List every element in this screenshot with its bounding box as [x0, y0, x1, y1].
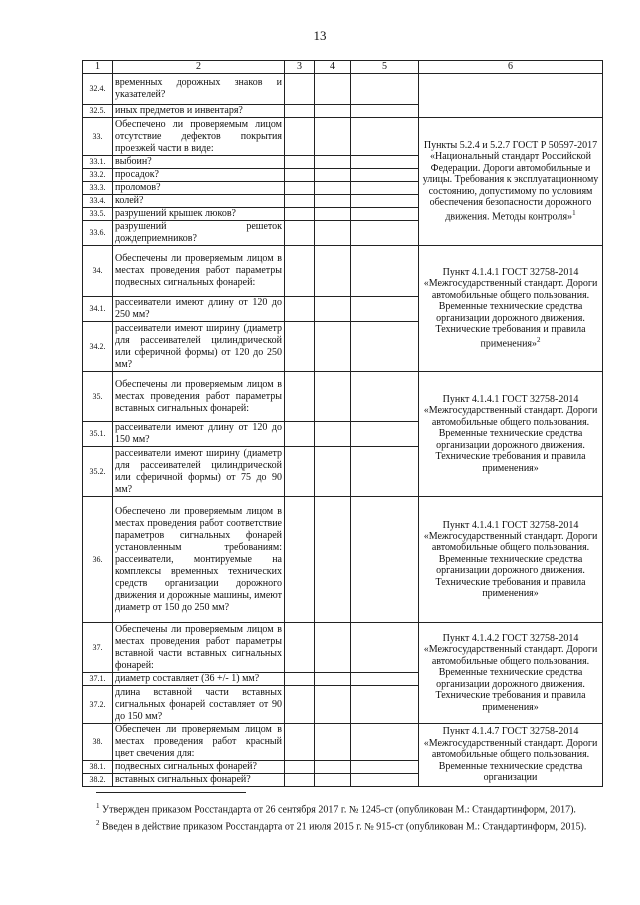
cell-4	[315, 195, 351, 208]
row-question: просадок?	[113, 169, 285, 182]
cell-5	[351, 297, 419, 322]
row-number: 33.4.	[83, 195, 113, 208]
cell-4	[315, 623, 351, 673]
cell-3	[285, 195, 315, 208]
cell-4	[315, 372, 351, 422]
cell-3	[285, 182, 315, 195]
row-number: 38.1.	[83, 761, 113, 774]
cell-4	[315, 156, 351, 169]
footnote-divider	[96, 792, 246, 793]
cell-5	[351, 761, 419, 774]
row-question: Обеспечены ли проверяемым лицом в местах проведения работ параметры подвесных сигнальных фонарей:	[113, 246, 285, 297]
cell-5	[351, 105, 419, 118]
cell-4	[315, 422, 351, 447]
cell-4	[315, 497, 351, 623]
row-question: Обеспечено ли проверяемым лицом в местах проведения работ соответствие параметров сигнальных фонарей установленным требованиям: рассеиватели, монтируемые на комплексы временных технических средств организации дорожного движения и дорожные машины, имеют диаметр от 150 до 250 мм?	[113, 497, 285, 623]
cell-3	[285, 761, 315, 774]
row-number: 38.	[83, 724, 113, 761]
footnote-1: $^1$ Утвержден приказом Росстандарта от 26 сентября 2017 г. № 1245-ст (опубликован М.: Стандартинформ, 2017).	[96, 802, 576, 816]
cell-4	[315, 105, 351, 118]
cell-5	[351, 422, 419, 447]
col-header-2: 2	[113, 61, 285, 74]
row-question: рассеиватели имеют длину от 120 до 150 мм?	[113, 422, 285, 447]
row-number: 32.5.	[83, 105, 113, 118]
cell-3	[285, 447, 315, 497]
table-row	[83, 372, 603, 422]
row-question: диаметр составляет (36 +/- 1) мм?	[113, 673, 285, 686]
cell-5	[351, 118, 419, 156]
cell-4	[315, 686, 351, 724]
col-header-6: 6	[419, 61, 603, 74]
cell-4	[315, 182, 351, 195]
table-row	[83, 118, 603, 156]
cell-4	[315, 673, 351, 686]
cell-4	[315, 208, 351, 221]
row-number: 37.2.	[83, 686, 113, 724]
row-question: Обеспечены ли проверяемым лицом в местах проведения работ параметры вставной части вставных сигнальных фонарей:	[113, 623, 285, 673]
row-number: 37.	[83, 623, 113, 673]
row-question: временных дорожных знаков и указателей?	[113, 74, 285, 105]
cell-4	[315, 74, 351, 105]
normative-reference: Пункт 4.1.4.1 ГОСТ 32758-2014 «Межгосударственный стандарт. Дороги автомобильные общего пользования. Временные технические средства организации дорожного движения. Технические требования и правила применения»	[419, 372, 603, 497]
cell-5	[351, 156, 419, 169]
row-question: колей?	[113, 195, 285, 208]
row-number: 33.	[83, 118, 113, 156]
cell-4	[315, 169, 351, 182]
footnotes	[96, 800, 596, 835]
row-question: рассеиватели имеют длину от 120 до 250 мм?	[113, 297, 285, 322]
cell-4	[315, 322, 351, 372]
cell-5	[351, 322, 419, 372]
normative-reference: Пункт 4.1.4.2 ГОСТ 32758-2014 «Межгосударственный стандарт. Дороги автомобильные общего пользования. Временные технические средства организации дорожного движения. Технические требования и правила применения»	[419, 623, 603, 724]
row-number: 32.4.	[83, 74, 113, 105]
table-row	[83, 724, 603, 761]
cell-4	[315, 724, 351, 761]
table-row	[83, 623, 603, 673]
row-question: разрушений крышек люков?	[113, 208, 285, 221]
row-question: иных предметов и инвентаря?	[113, 105, 285, 118]
cell-3	[285, 497, 315, 623]
row-number: 34.	[83, 246, 113, 297]
cell-5	[351, 447, 419, 497]
cell-3	[285, 724, 315, 761]
header-row	[83, 61, 603, 74]
cell-5	[351, 497, 419, 623]
row-question: выбоин?	[113, 156, 285, 169]
cell-4	[315, 246, 351, 297]
row-question: Обеспечены ли проверяемым лицом в местах проведения работ параметры вставных сигнальных фонарей:	[113, 372, 285, 422]
cell-5	[351, 623, 419, 673]
row-question: длина вставной части вставных сигнальных фонарей составляет от 90 до 150 мм?	[113, 686, 285, 724]
table-row	[83, 74, 603, 105]
row-question: рассеиватели имеют ширину (диаметр для рассеивателей цилиндрической или сферичной формы) от 120 до 250 мм?	[113, 322, 285, 372]
row-question: Обеспечен ли проверяемым лицом в местах проведения работ красный цвет свечения для:	[113, 724, 285, 761]
col-header-3: 3	[285, 61, 315, 74]
row-number: 34.1.	[83, 297, 113, 322]
col-header-1: 1	[83, 61, 113, 74]
cell-3	[285, 105, 315, 118]
row-question: рассеиватели имеют ширину (диаметр для рассеивателей цилиндрической или сферичной формы) от 75 до 90 мм?	[113, 447, 285, 497]
row-number: 33.2.	[83, 169, 113, 182]
row-number: 35.1.	[83, 422, 113, 447]
cell-3	[285, 246, 315, 297]
cell-5	[351, 195, 419, 208]
cell-4	[315, 221, 351, 246]
cell-3	[285, 422, 315, 447]
cell-5	[351, 686, 419, 724]
row-number: 34.2.	[83, 322, 113, 372]
cell-4	[315, 761, 351, 774]
row-question: Обеспечено ли проверяемым лицом отсутствие дефектов покрытия проезжей части в виде:	[113, 118, 285, 156]
col-header-4: 4	[315, 61, 351, 74]
cell-3	[285, 74, 315, 105]
cell-3	[285, 686, 315, 724]
cell-4	[315, 447, 351, 497]
cell-5	[351, 774, 419, 787]
row-question: вставных сигнальных фонарей?	[113, 774, 285, 787]
row-number: 36.	[83, 497, 113, 623]
row-number: 33.5.	[83, 208, 113, 221]
cell-5	[351, 221, 419, 246]
cell-3	[285, 322, 315, 372]
cell-3	[285, 118, 315, 156]
cell-3	[285, 156, 315, 169]
row-question: разрушений решеток дождеприемников?	[113, 221, 285, 246]
row-number: 35.	[83, 372, 113, 422]
normative-reference: Пункт 4.1.4.1 ГОСТ 32758-2014 «Межгосударственный стандарт. Дороги автомобильные общего пользования. Временные технические средства организации дорожного движения. Технические требования и правила применения»	[419, 497, 603, 623]
cell-5	[351, 169, 419, 182]
cell-4	[315, 118, 351, 156]
row-number: 35.2.	[83, 447, 113, 497]
normative-reference: Пункт 4.1.4.7 ГОСТ 32758-2014 «Межгосударственный стандарт. Дороги автомобильные общего пользования. Временные технические средства организации	[419, 724, 603, 787]
row-number: 38.2.	[83, 774, 113, 787]
cell-5	[351, 74, 419, 105]
page-number: 13	[313, 28, 327, 43]
cell-3	[285, 169, 315, 182]
cell-5	[351, 372, 419, 422]
row-question: проломов?	[113, 182, 285, 195]
cell-5	[351, 182, 419, 195]
cell-3	[285, 623, 315, 673]
cell-4	[315, 297, 351, 322]
cell-5	[351, 246, 419, 297]
cell-3	[285, 297, 315, 322]
row-number: 33.1.	[83, 156, 113, 169]
cell-3	[285, 372, 315, 422]
table-row	[83, 497, 603, 623]
col-header-5: 5	[351, 61, 419, 74]
normative-reference: Пункт 4.1.4.1 ГОСТ 32758-2014 «Межгосударственный стандарт. Дороги автомобильные общего пользования. Временные технические средства организации дорожного движения. Технические требования и правила применения»$^2$	[419, 246, 603, 372]
row-number: 37.1.	[83, 673, 113, 686]
row-question: подвесных сигнальных фонарей?	[113, 761, 285, 774]
cell-3	[285, 221, 315, 246]
table-row	[83, 246, 603, 297]
cell-3	[285, 774, 315, 787]
cell-4	[315, 774, 351, 787]
cell-5	[351, 724, 419, 761]
normative-reference: Пункты 5.2.4 и 5.2.7 ГОСТ Р 50597-2017 «Национальный стандарт Российской Федерации. Дороги автомобильные и улицы. Требования к эксплуатационному состоянию, допустимому по условиям обеспечения безопасности дорожного движения. Методы контроля»$^1$	[419, 118, 603, 246]
cell-3	[285, 673, 315, 686]
cell-6	[419, 74, 603, 118]
checklist-table	[82, 60, 603, 787]
cell-5	[351, 208, 419, 221]
row-number: 33.3.	[83, 182, 113, 195]
cell-5	[351, 673, 419, 686]
row-number: 33.6.	[83, 221, 113, 246]
cell-3	[285, 208, 315, 221]
footnote-2: $^2$ Введен в действие приказом Росстандарта от 21 июля 2015 г. № 915-ст (опубликован М.: Стандартинформ, 2015).	[96, 819, 587, 833]
